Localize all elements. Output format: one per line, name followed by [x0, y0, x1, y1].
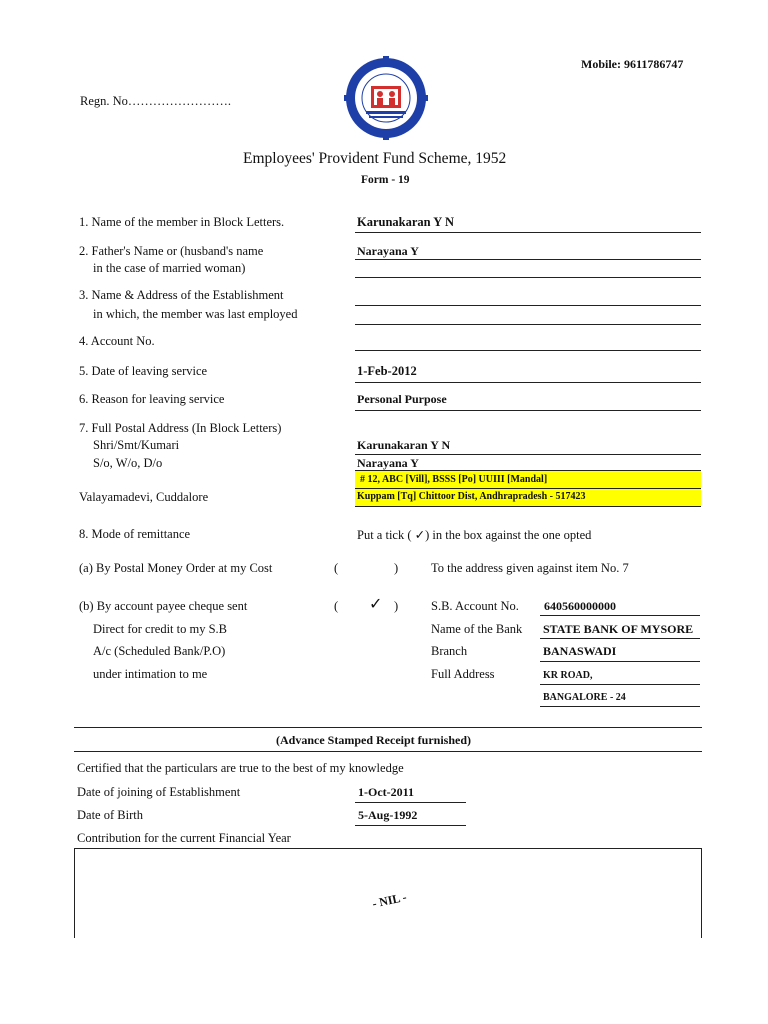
field-2-label-2: in the case of married woman) — [93, 261, 246, 275]
field-6-value: Personal Purpose — [357, 392, 447, 406]
option-a-note: To the address given against item No. 7 — [431, 561, 629, 575]
branch-value: BANASWADI — [543, 644, 617, 658]
option-a-open: ( — [334, 561, 339, 575]
full-address-underline — [540, 684, 700, 685]
full-address-underline-2 — [540, 706, 700, 707]
address-line2-underline — [355, 506, 701, 507]
field-3-label-2: in which, the member was last employed — [93, 307, 298, 321]
field-4-label: 4. Account No. — [79, 334, 155, 348]
option-b-line-3: A/c (Scheduled Bank/P.O) — [93, 644, 226, 658]
field-2-underline — [355, 259, 701, 260]
field-1-value: Karunakaran Y N — [357, 215, 455, 229]
field-6-underline — [355, 410, 701, 411]
address-line1: # 12, ABC [Vill], BSSS [Po] UUIII [Mandal] — [360, 474, 548, 485]
receipt-bottom-rule — [74, 751, 702, 752]
field-5-value: 1-Feb-2012 — [357, 364, 417, 378]
field-3-underline — [355, 305, 701, 306]
bank-name-label: Name of the Bank — [431, 622, 523, 636]
option-b-close: ) — [394, 599, 399, 613]
dob-label: Date of Birth — [77, 808, 143, 822]
field-7-label: 7. Full Postal Address (In Block Letters) — [79, 421, 282, 435]
option-b-label: (b) By account payee cheque sent — [79, 599, 248, 613]
option-b-tick-icon: ✓ — [369, 594, 383, 613]
branch-label: Branch — [431, 644, 468, 658]
doj-value: 1-Oct-2011 — [358, 785, 414, 799]
option-b-line-4: under intimation to me — [93, 667, 208, 681]
epfo-logo-icon — [344, 56, 428, 140]
field-3-underline-2 — [355, 324, 701, 325]
mobile-number: Mobile: 9611786747 — [581, 57, 684, 71]
contribution-label: Contribution for the current Financial Year — [77, 831, 291, 845]
dob-value: 5-Aug-1992 — [358, 808, 418, 822]
nil-text: - NIL - — [371, 889, 408, 911]
bank-name-value: STATE BANK OF MYSORE — [543, 622, 694, 636]
remittance-label: 8. Mode of remittance — [79, 527, 191, 541]
option-b-open: ( — [334, 599, 339, 613]
option-a-close: ) — [394, 561, 399, 575]
full-address-value-2: BANGALORE - 24 — [543, 692, 626, 703]
form-number: Form - 19 — [361, 174, 410, 186]
dob-underline — [355, 825, 466, 826]
field-3-label: 3. Name & Address of the Establishment — [79, 288, 284, 302]
form-title: Employees' Provident Fund Scheme, 1952 — [243, 150, 507, 167]
field-4-underline — [355, 350, 701, 351]
full-address-label: Full Address — [431, 667, 495, 681]
receipt-note: (Advance Stamped Receipt furnished) — [276, 733, 471, 747]
field-6-label: 6. Reason for leaving service — [79, 392, 225, 406]
sb-account-label: S.B. Account No. — [431, 599, 519, 613]
option-b-line-2: Direct for credit to my S.B — [93, 622, 227, 636]
field-2-value: Narayana Y — [357, 244, 419, 258]
field-2-underline-2 — [355, 277, 701, 278]
field-2-label: 2. Father's Name or (husband's name — [79, 244, 264, 258]
address-name-value: Karunakaran Y N — [357, 438, 451, 452]
field-5-underline — [355, 382, 701, 383]
field-5-label: 5. Date of leaving service — [79, 364, 208, 378]
registration-number: Regn. No……………………. — [80, 94, 232, 108]
remittance-instruction: Put a tick ( ✓) in the box against the one opted — [357, 528, 592, 542]
contribution-box — [74, 848, 702, 938]
address-father-value: Narayana Y — [357, 456, 419, 470]
doj-label: Date of joining of Establishment — [77, 785, 241, 799]
field-1-label: 1. Name of the member in Block Letters. — [79, 215, 285, 229]
address-left-extra: Valayamadevi, Cuddalore — [79, 490, 209, 504]
sb-account-value: 640560000000 — [544, 599, 616, 613]
address-name-underline — [355, 454, 701, 455]
address-line2: Kuppam [Tq] Chittoor Dist, Andhrapradesh - 517423 — [357, 491, 586, 502]
bank-name-underline — [540, 638, 700, 639]
receipt-top-rule — [74, 727, 702, 728]
doj-underline — [355, 802, 466, 803]
field-1-underline — [355, 232, 701, 233]
branch-underline — [540, 661, 700, 662]
sb-account-underline — [540, 615, 700, 616]
option-a-label: (a) By Postal Money Order at my Cost — [79, 561, 273, 575]
full-address-value-1: KR ROAD, — [543, 670, 593, 681]
address-so-label: S/o, W/o, D/o — [93, 456, 163, 470]
address-shri-label: Shri/Smt/Kumari — [93, 438, 180, 452]
certification-text: Certified that the particulars are true to the best of my knowledge — [77, 761, 404, 775]
